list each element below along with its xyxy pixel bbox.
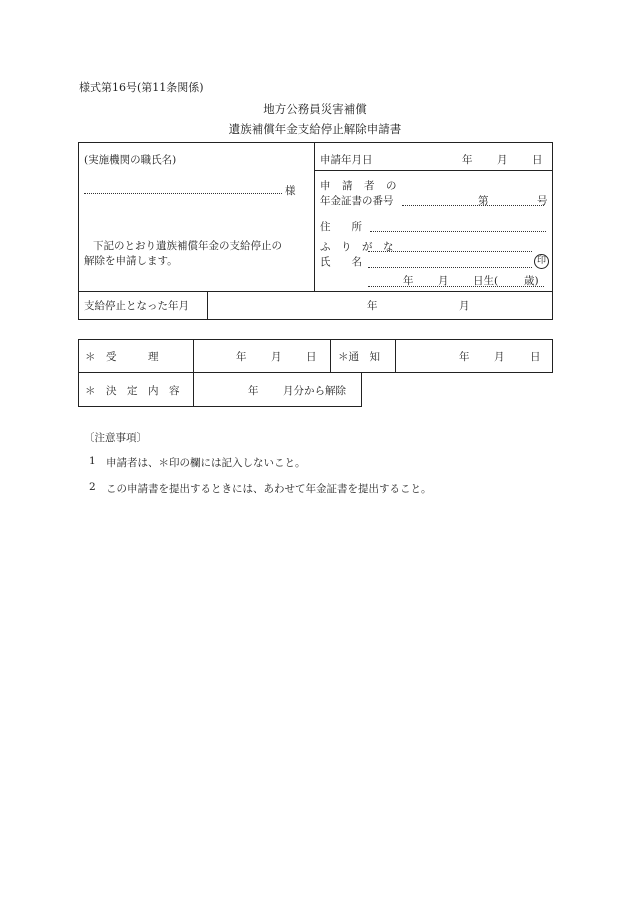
form-title-line1: 地方公務員災害補償 — [263, 102, 367, 116]
table-divider — [395, 339, 396, 373]
address-label: 住 所 — [320, 221, 362, 233]
cert-number-field[interactable] — [402, 205, 544, 206]
application-date-label: 申請年月日 — [320, 154, 373, 166]
age-unit: 歳) — [524, 275, 539, 287]
request-text-line2: 解除を申請します。 — [84, 255, 178, 267]
note-number: 2 — [89, 481, 96, 493]
birth-month-unit: 月 — [438, 275, 449, 287]
agency-label: (実施機関の職氏名) — [84, 154, 177, 166]
furigana-label: ふ り が な — [320, 241, 394, 253]
request-text-line1: 下記のとおり遺族補償年金の支給停止の — [93, 240, 282, 252]
birth-year-unit: 年 — [403, 275, 414, 287]
receipt-month-unit: 月 — [271, 351, 282, 363]
birth-day-unit: 日生( — [473, 275, 499, 287]
date-month-unit: 月 — [497, 154, 508, 166]
furigana-field[interactable] — [368, 251, 532, 252]
notice-month-unit: 月 — [494, 351, 505, 363]
receipt-year-unit: 年 — [236, 351, 247, 363]
birthdate-field[interactable] — [368, 286, 544, 287]
notice-year-unit: 年 — [459, 351, 470, 363]
receipt-day-unit: 日 — [306, 351, 317, 363]
date-day-unit: 日 — [532, 154, 543, 166]
address-field[interactable] — [370, 231, 546, 232]
name-label: 氏 名 — [320, 256, 362, 268]
table-divider — [314, 143, 315, 291]
table-divider — [79, 291, 552, 292]
note-text: 申請者は、＊印の欄には記入しないこと。 — [106, 457, 306, 469]
form-title-line2: 遺族補償年金支給停止解除申請書 — [228, 122, 402, 136]
suspended-month-label: 支給停止となった年月 — [84, 300, 189, 312]
date-year-unit: 年 — [462, 154, 473, 166]
form-number: 様式第16号(第11条関係) — [79, 81, 204, 94]
note-text: この申請書を提出するときには、あわせて年金証書を提出すること。 — [106, 483, 432, 495]
suspended-year-unit: 年 — [367, 300, 378, 312]
name-field[interactable] — [368, 267, 532, 268]
honorific-label: 様 — [285, 185, 296, 197]
table-divider — [207, 291, 208, 319]
table-divider — [330, 339, 331, 373]
cert-number-label: 年金証書の番号 — [320, 195, 394, 207]
cert-go-unit: 号 — [537, 195, 548, 207]
suspended-month-unit: 月 — [459, 300, 470, 312]
receipt-label: ＊ 受 理 — [85, 351, 159, 363]
decision-year-unit: 年 — [248, 385, 259, 397]
decision-text: 月分から解除 — [283, 385, 346, 397]
agency-name-field[interactable] — [84, 193, 282, 194]
notes-heading: 〔注意事項〕 — [84, 432, 147, 444]
decision-label: ＊ 決 定 内 容 — [85, 385, 180, 397]
cert-dai-unit: 第 — [478, 195, 489, 207]
note-number: 1 — [89, 455, 96, 467]
seal-mark-icon: 印 — [534, 254, 549, 269]
notice-day-unit: 日 — [530, 351, 541, 363]
notice-label: ＊通 知 — [338, 351, 380, 363]
table-divider — [315, 170, 552, 171]
applicant-label: 申 請 者 の — [320, 180, 397, 192]
